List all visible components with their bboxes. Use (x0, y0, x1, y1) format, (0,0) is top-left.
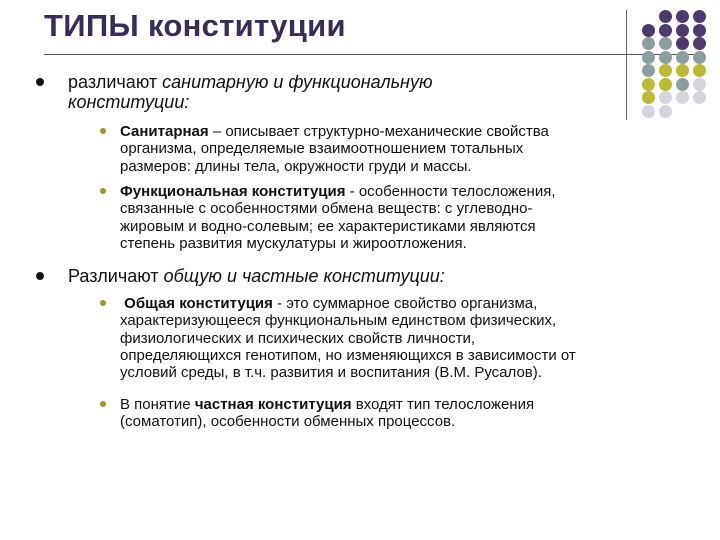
slide-title: ТИПЫ конституции (44, 8, 346, 43)
decor-dot (642, 78, 655, 91)
decor-dot (642, 24, 655, 37)
decor-dot (659, 51, 672, 64)
bullet-icon (100, 188, 106, 194)
title-underline (44, 54, 702, 55)
decor-dot (659, 24, 672, 37)
decor-dot (642, 37, 655, 50)
decor-dot (676, 37, 689, 50)
decorative-dot-grid (630, 10, 720, 120)
list-item-text: различают санитарную и функциональную конституции: (68, 72, 433, 112)
decor-dot (659, 105, 672, 118)
decor-dot (676, 64, 689, 77)
decor-dot (693, 51, 706, 64)
bullet-icon (100, 401, 106, 407)
decor-dot (642, 51, 655, 64)
slide: ТИПЫ конституции различают санитарную и функциональную конституции: Санитарная – описывает структурно-механические свойства организма, определяемые взаимоотношением тотальных размеров: длины тела, окружности груди и массы. Функциональная конституция - особенности телосложения, связанные с особенностями обмена веществ: с углеводно- жировым и водно-солевым; ее характеристиками являются степень развития мускулатуры и жироотложения. Различают общую и частные конституции: Общая конституция - это суммарное свойство организма, характеризующееся функциональным единством физических, физиологических и психических свойств личности, определяющихся генотипом, но изменяющихся в зависимости от условий среды, в т.ч. развития и воспитания (В.М. Русалов). В понятие частная конституция входят тип телосложения (соматотип), особенности обменных процессов. (0, 0, 720, 540)
decor-dot (676, 10, 689, 23)
decor-dot (642, 91, 655, 104)
bullet-icon (36, 272, 44, 280)
decor-dot (693, 91, 706, 104)
decor-dot (693, 64, 706, 77)
decor-dot (659, 64, 672, 77)
decor-dot (659, 78, 672, 91)
decor-dot (676, 78, 689, 91)
decor-dot (693, 10, 706, 23)
decor-dot (659, 91, 672, 104)
decor-dot (676, 51, 689, 64)
decor-dot (642, 64, 655, 77)
decor-dot (693, 24, 706, 37)
bullet-icon (100, 300, 106, 306)
list-item-text: Различают общую и частные конституции: (68, 266, 445, 286)
decor-dot (693, 78, 706, 91)
decor-dot (659, 37, 672, 50)
decor-dot (642, 105, 655, 118)
decor-dot (676, 91, 689, 104)
decor-dot (676, 24, 689, 37)
vertical-divider (626, 10, 627, 120)
bullet-icon (36, 78, 44, 86)
decor-dot (693, 37, 706, 50)
decor-dot (659, 10, 672, 23)
bullet-icon (100, 128, 106, 134)
